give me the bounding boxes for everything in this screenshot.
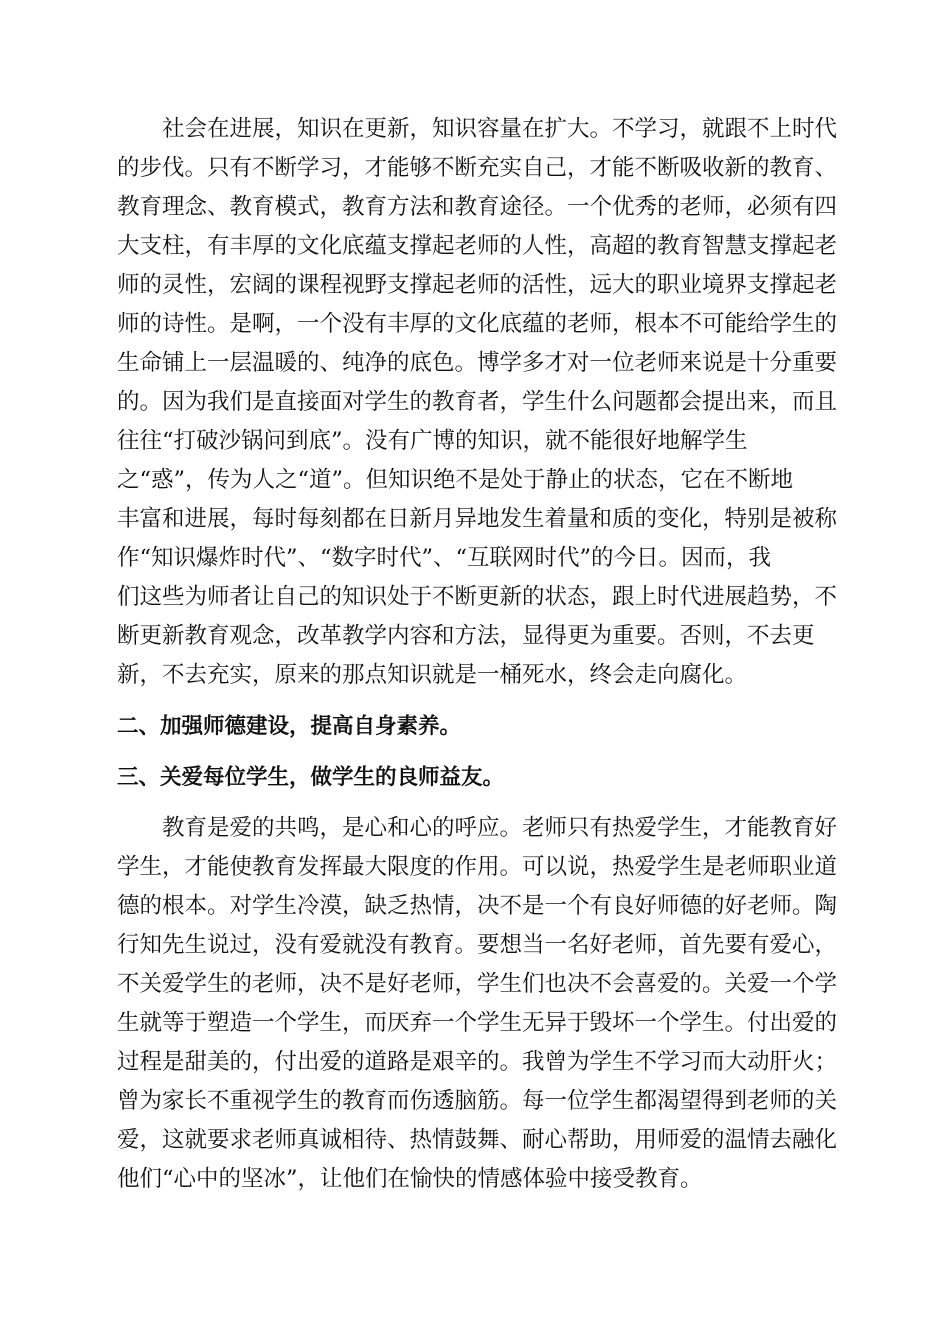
paragraph1-line: 师的灵性，宏阔的课程视野支撑起老师的活性，远大的职业境界支撑起老 bbox=[117, 272, 838, 298]
paragraph1-line: 往往“打破沙锅问到底”。没有广博的知识，就不能很好地解学生 bbox=[117, 428, 748, 454]
section-heading-2: 二、加强师德建设，提高自身素养。 bbox=[117, 714, 462, 739]
paragraph1-line: 之“惑”，传为人之“道”。但知识绝不是处于静止的状态，它在不断地 bbox=[117, 467, 794, 493]
paragraph1-line: 断更新教育观念，改革教学内容和方法，显得更为重要。否则，不去更 bbox=[117, 623, 815, 649]
paragraph2-line: 他们“心中的坚冰”，让他们在愉快的情感体验中接受教育。 bbox=[117, 1166, 703, 1192]
paragraph2-line: 教育是爱的共鸣，是心和心的呼应。老师只有热爱学生，才能教育好 bbox=[162, 815, 838, 841]
paragraph2-line: 爱，这就要求老师真诚相待、热情鼓舞、耐心帮助，用师爱的温情去融化 bbox=[117, 1127, 838, 1153]
paragraph2-line: 德的根本。对学生冷漠，缺乏热情，决不是一个有良好师德的好老师。陶 bbox=[117, 893, 838, 919]
paragraph2-line: 不关爱学生的老师，决不是好老师，学生们也决不会喜爱的。关爱一个学 bbox=[117, 971, 838, 997]
paragraph2-line: 行知先生说过，没有爱就没有教育。要想当一名好老师，首先要有爱心， bbox=[117, 932, 838, 958]
paragraph1-line: 大支柱，有丰厚的文化底蕴支撑起老师的人性，高超的教育智慧支撑起老 bbox=[117, 233, 838, 259]
paragraph2-line: 生就等于塑造一个学生，而厌弃一个学生无异于毁坏一个学生。付出爱的 bbox=[117, 1010, 838, 1036]
paragraph1-line: 社会在进展，知识在更新，知识容量在扩大。不学习，就跟不上时代 bbox=[162, 116, 838, 142]
section-heading-3: 三、关爱每位学生，做学生的良师益友。 bbox=[117, 765, 505, 790]
paragraph1-line: 的。因为我们是直接面对学生的教育者，学生什么问题都会提出来，而且 bbox=[117, 389, 838, 415]
paragraph1-line: 新，不去充实，原来的那点知识就是一桶死水，终会走向腐化。 bbox=[117, 662, 748, 688]
paragraph2-line: 过程是甜美的，付出爱的道路是艰辛的。我曾为学生不学习而大动肝火； bbox=[117, 1049, 838, 1075]
paragraph1-line: 教育理念、教育模式，教育方法和教育途径。一个优秀的老师，必须有四 bbox=[117, 194, 838, 220]
paragraph1-line: 们这些为师者让自己的知识处于不断更新的状态，跟上时代进展趋势，不 bbox=[117, 584, 838, 610]
paragraph1-line: 的步伐。只有不断学习，才能够不断充实自己，才能不断吸收新的教育、 bbox=[117, 155, 838, 181]
paragraph1-line: 作“知识爆炸时代”、“数字时代”、“互联网时代”的今日。因而，我 bbox=[117, 545, 772, 571]
paragraph2-line: 曾为家长不重视学生的教育而伤透脑筋。每一位学生都渴望得到老师的关 bbox=[117, 1088, 838, 1114]
paragraph2-line: 学生，才能使教育发挥最大限度的作用。可以说，热爱学生是老师职业道 bbox=[117, 854, 838, 880]
paragraph1-line: 丰富和进展，每时每刻都在日新月异地发生着量和质的变化，特别是被称 bbox=[117, 506, 838, 532]
paragraph1-line: 生命铺上一层温暖的、纯净的底色。博学多才对一位老师来说是十分重要 bbox=[117, 350, 838, 376]
paragraph1-line: 师的诗性。是啊，一个没有丰厚的文化底蕴的老师，根本不可能给学生的 bbox=[117, 311, 838, 337]
